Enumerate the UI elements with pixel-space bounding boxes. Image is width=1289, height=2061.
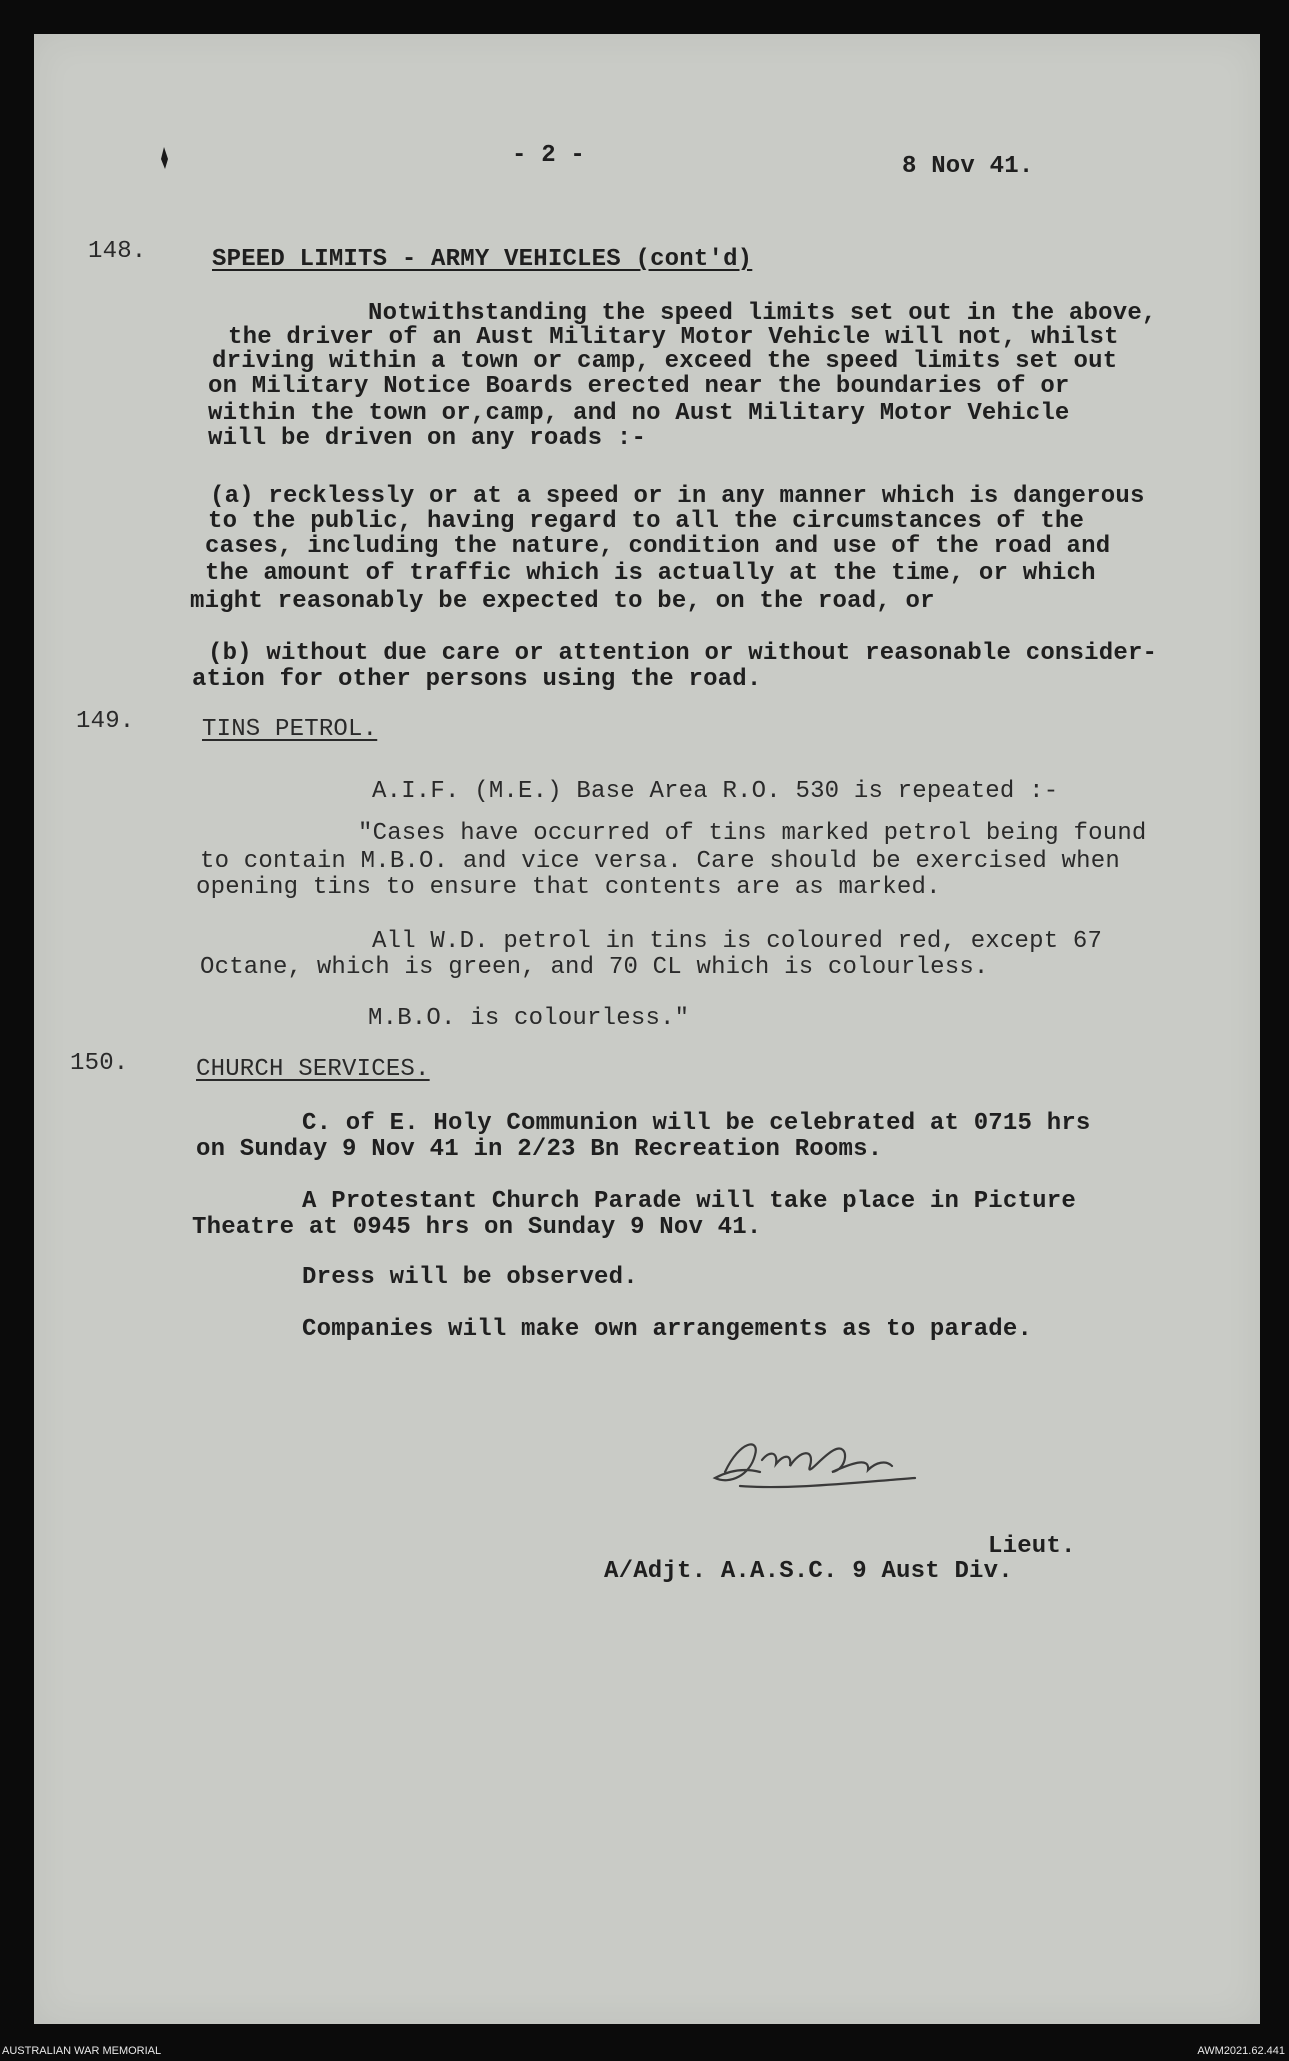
s150-parade-line-1: A Protestant Church Parade will take place in Picture: [302, 1188, 1076, 1215]
s149-mbo-line: M.B.O. is colourless.": [368, 1005, 690, 1032]
s149-quote-line-1: "Cases have occurred of tins marked petrol being found: [358, 820, 1147, 847]
s148-item-b-line-2: ation for other persons using the road.: [192, 666, 762, 693]
section-148-title: SPEED LIMITS - ARMY VEHICLES (cont'd): [212, 246, 753, 273]
s148-item-a-line-3: cases, including the nature, condition and use of the road and: [205, 533, 1111, 560]
s148-item-b-line-1: (b) without due care or attention or without reasonable consider-: [208, 640, 1158, 667]
section-150-number: 150.: [70, 1050, 129, 1077]
footer-institution: AUSTRALIAN WAR MEMORIAL: [2, 2045, 162, 2057]
section-148-number: 148.: [88, 238, 147, 265]
s148-intro-line-3: driving within a town or camp, exceed the speed limits set out: [212, 348, 1118, 375]
s148-item-a-line-5: might reasonably be expected to be, on the road, or: [190, 588, 935, 615]
s148-item-a-line-1: (a) recklessly or at a speed or in any manner which is dangerous: [210, 483, 1145, 510]
s149-quote-line-3: opening tins to ensure that contents are as marked.: [196, 874, 941, 901]
s150-communion-line-2: on Sunday 9 Nov 41 in 2/23 Bn Recreation Rooms.: [196, 1136, 883, 1163]
s150-parade-line-2: Theatre at 0945 hrs on Sunday 9 Nov 41.: [192, 1214, 762, 1241]
s148-intro-line-4: on Military Notice Boards erected near the boundaries of or: [208, 373, 1070, 400]
s149-line-1: A.I.F. (M.E.) Base Area R.O. 530 is repeated :-: [372, 778, 1059, 805]
hole-punch-mark: [158, 145, 170, 171]
document-date: 8 Nov 41.: [902, 153, 1034, 180]
section-149-number: 149.: [76, 708, 135, 735]
s149-colour-line-2: Octane, which is green, and 70 CL which is colourless.: [200, 954, 989, 981]
handwritten-signature: [700, 1420, 930, 1500]
s150-companies-line: Companies will make own arrangements as to parade.: [302, 1316, 1033, 1343]
s148-intro-line-2: the driver of an Aust Military Motor Vehicle will not, whilst: [228, 324, 1119, 351]
section-150-title: CHURCH SERVICES.: [196, 1056, 430, 1083]
s150-dress-line: Dress will be observed.: [302, 1264, 638, 1291]
s148-intro-line-6: will be driven on any roads :-: [208, 425, 647, 452]
s148-intro-line-5: within the town or,camp, and no Aust Military Motor Vehicle: [208, 400, 1070, 427]
s149-colour-line-1: All W.D. petrol in tins is coloured red, except 67: [372, 928, 1103, 955]
signatory-appointment: A/Adjt. A.A.S.C. 9 Aust Div.: [604, 1558, 1013, 1585]
section-149-title: TINS PETROL.: [202, 716, 378, 743]
s148-item-a-line-4: the amount of traffic which is actually at the time, or which: [205, 560, 1096, 587]
s148-intro-line-1: Notwithstanding the speed limits set out in the above,: [368, 300, 1157, 327]
signatory-rank: Lieut.: [988, 1533, 1076, 1560]
s150-communion-line-1: C. of E. Holy Communion will be celebrated at 0715 hrs: [302, 1110, 1091, 1137]
footer-accession: AWM2021.62.441: [1197, 2045, 1285, 2057]
s149-quote-line-2: to contain M.B.O. and vice versa. Care should be exercised when: [200, 848, 1120, 875]
s148-item-a-line-2: to the public, having regard to all the circumstances of the: [208, 508, 1085, 535]
page-number: - 2 -: [512, 142, 586, 169]
